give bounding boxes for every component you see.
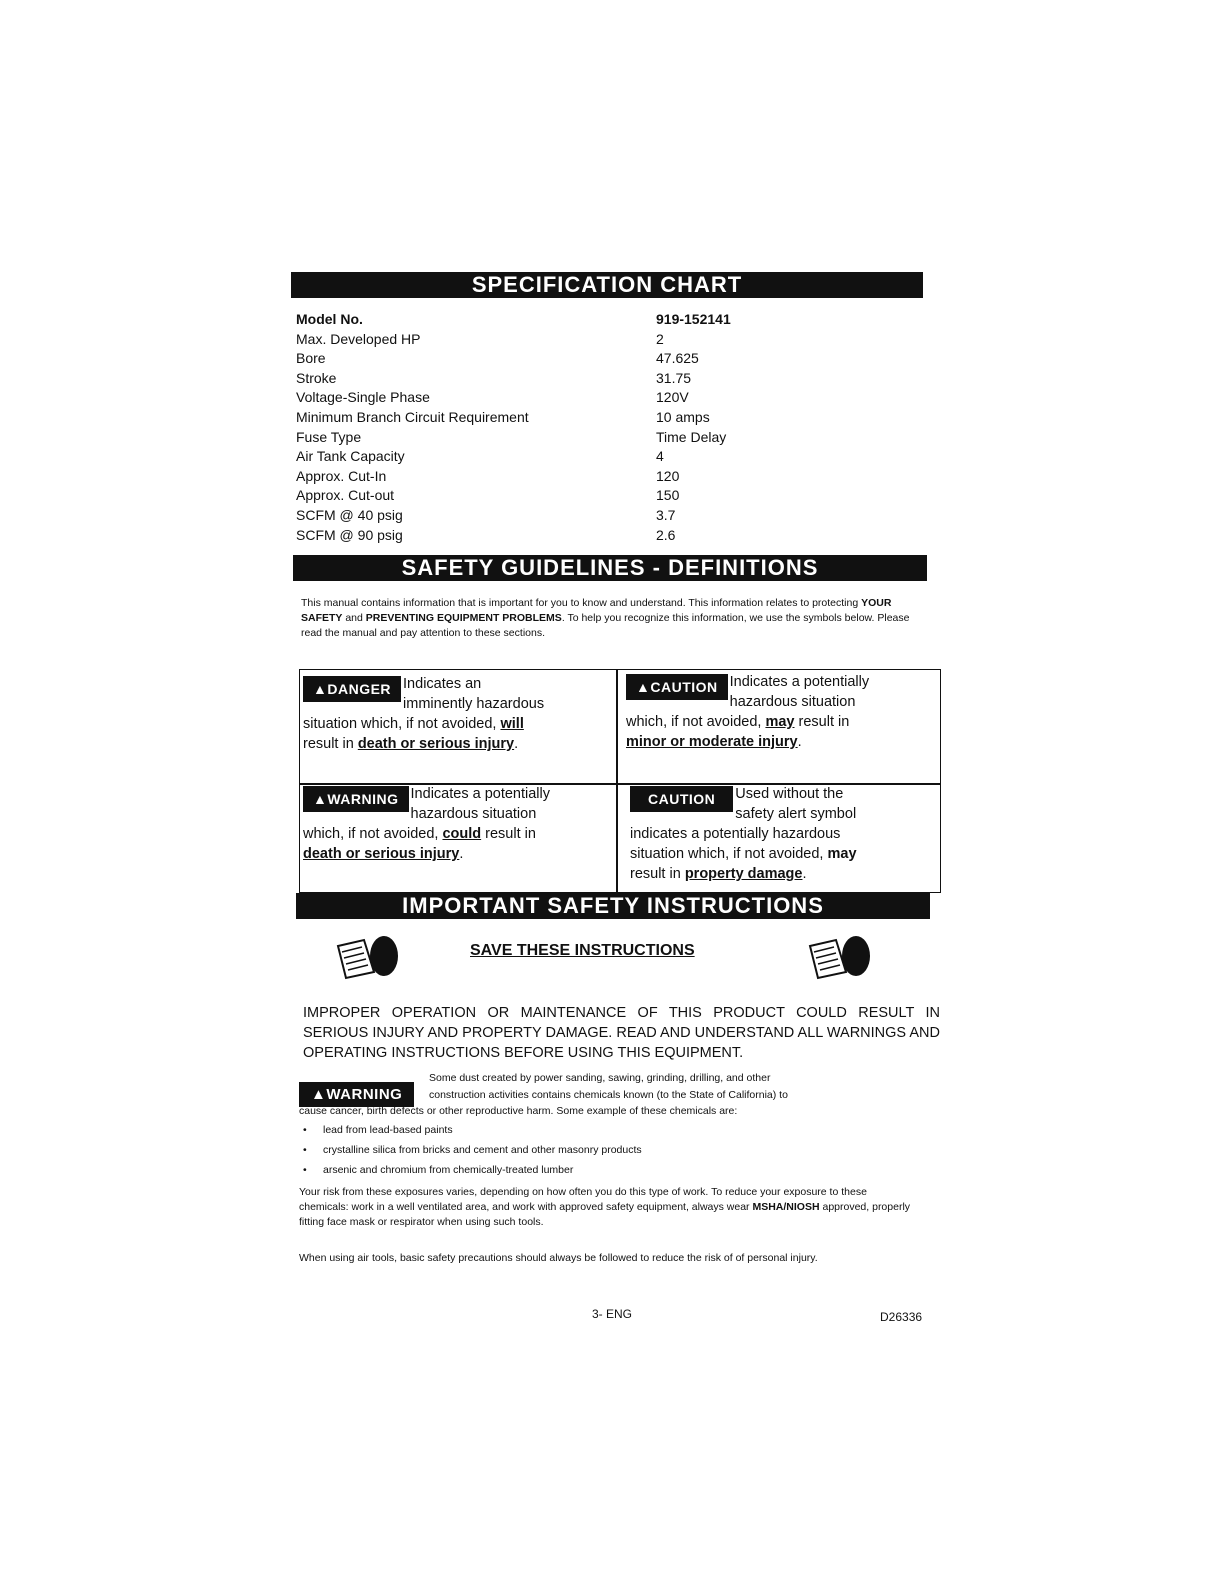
intro-text-e: . To help you recognize this information, we use the symbols below. Please read the manual and pay attention to these sections. — [301, 612, 910, 639]
caution-no-symbol-badge: CAUTION — [630, 786, 733, 812]
spec-label: SCFM @ 40 psig — [296, 507, 403, 523]
spec-value: 2.6 — [656, 526, 676, 543]
grid-divider-vertical — [616, 670, 618, 892]
caution-text-1: Indicates a potentially — [729, 674, 870, 690]
spec-label: Stroke — [296, 369, 337, 386]
danger-text-2: imminently hazardous — [403, 696, 545, 712]
spec-label: Voltage-Single Phase — [296, 389, 430, 406]
warning-cell — [303, 784, 603, 864]
document-code: D26336 — [880, 1310, 923, 1324]
caution2-text-1: Used without the — [735, 786, 844, 802]
important-safety-header: IMPORTANT SAFETY INSTRUCTIONS — [296, 893, 930, 919]
warning-text-2: hazardous situation — [410, 806, 537, 822]
spec-label: Fuse Type — [296, 428, 362, 445]
spec-value: 919-152141 — [656, 311, 731, 327]
intro-paragraph — [301, 596, 921, 641]
caution2-text-4: situation which, if not avoided, may — [630, 846, 857, 862]
caution2-text-5: result in property damage. — [630, 866, 807, 882]
spec-value: 10 amps — [656, 409, 710, 425]
spec-value: 3.7 — [656, 507, 676, 523]
warning-text-3: which, if not avoided, could result in — [303, 826, 536, 842]
spec-value: 150 — [656, 487, 680, 504]
spec-label: Model No. — [296, 311, 363, 327]
chemical-list-text: lead from lead-based paints — [323, 1124, 453, 1136]
spec-chart-header: SPECIFICATION CHART — [291, 272, 923, 298]
prop65-line-1: Some dust created by power sanding, sawing, grinding, drilling, and other — [429, 1072, 771, 1084]
warning-text-4: death or serious injury. — [303, 846, 464, 862]
danger-badge: ▲DANGER — [303, 676, 401, 702]
warning-text-1: Indicates a potentially — [410, 786, 550, 802]
caution2-text-2: safety alert symbol — [735, 806, 857, 822]
spec-label: Max. Developed HP — [296, 330, 421, 347]
bullet-icon: • — [303, 1144, 307, 1156]
spec-label: SCFM @ 90 psig — [296, 526, 403, 543]
warning-badge: ▲WARNING — [303, 786, 409, 812]
caution-text-2: hazardous situation — [729, 694, 856, 710]
signal-word-grid — [299, 669, 941, 893]
caution-text-4: minor or moderate injury. — [626, 734, 802, 750]
prop65-line-2: construction activities contains chemicals known (to the State of California) to — [429, 1089, 788, 1101]
spec-label: Bore — [296, 350, 326, 367]
page-number: 3- ENG — [592, 1307, 633, 1321]
caution-property-cell — [630, 784, 930, 884]
chemical-list-item — [303, 1163, 574, 1178]
danger-cell — [303, 674, 603, 754]
spec-value: 120 — [656, 467, 680, 484]
manual-book-icon-right — [806, 932, 872, 980]
spec-value: Time Delay — [656, 428, 727, 445]
safety-guidelines-header: SAFETY GUIDELINES - DEFINITIONS — [293, 555, 927, 581]
improper-operation-paragraph: IMPROPER OPERATION OR MAINTENANCE OF THIS PRODUCT COULD RESULT IN SERIOUS INJURY AND PROPERTY DAMAGE. READ AND UNDERSTAND ALL WARNINGS AND OPERATING INSTRUCTIONS BEFORE USING THIS EQUIPMENT. — [303, 1005, 940, 1061]
caution2-text-3: indicates a potentially hazardous — [630, 826, 841, 842]
intro-text-a: This manual contains information that is important for you to know and understand. This information relates to protecting — [301, 597, 862, 609]
spec-label: Approx. Cut-out — [296, 487, 395, 504]
chemical-list-text: arsenic and chromium from chemically-treated lumber — [323, 1164, 574, 1176]
caution-cell — [626, 672, 926, 752]
bullet-icon: • — [303, 1164, 307, 1176]
air-tools-paragraph: When using air tools, basic safety precautions should always be followed to reduce the risk of of personal injury. — [299, 1252, 818, 1264]
danger-text-4: result in death or serious injury. — [303, 736, 519, 752]
intro-text-c: and — [342, 612, 366, 624]
spec-value: 120V — [656, 389, 689, 406]
spec-value: 47.625 — [656, 350, 699, 367]
danger-text-1: Indicates an — [403, 676, 482, 692]
spec-label: Minimum Branch Circuit Requirement — [296, 409, 529, 425]
prop65-line-3: cause cancer, birth defects or other reproductive harm. Some example of these chemicals are: — [299, 1105, 738, 1117]
chemical-list-item — [303, 1143, 642, 1158]
caution-badge: ▲CAUTION — [626, 674, 728, 700]
spec-value: 31.75 — [656, 369, 692, 386]
chemical-list-item — [303, 1123, 453, 1138]
save-instructions-title: SAVE THESE INSTRUCTIONS — [470, 942, 695, 959]
prop65-warning-badge: ▲WARNING — [299, 1082, 414, 1107]
spec-label: Air Tank Capacity — [296, 448, 405, 465]
spec-value: 2 — [656, 330, 664, 347]
intro-preventing: PREVENTING EQUIPMENT PROBLEMS — [365, 612, 562, 624]
spec-label: Approx. Cut-In — [296, 467, 387, 484]
chemical-list-text: crystalline silica from bricks and cement and other masonry products — [323, 1144, 642, 1156]
manual-book-icon-left — [334, 932, 400, 980]
spec-value: 4 — [656, 448, 664, 465]
caution-text-3: which, if not avoided, may result in — [626, 714, 850, 730]
risk-paragraph: Your risk from these exposures varies, depending on how often you do this type of work. To reduce your exposure to these chemicals: work in a well ventilated area, and work with approved safety equipment, always wear MSHA/NIOSH approved, properly fitting face mask or respirator when using such tools. — [299, 1186, 911, 1228]
bullet-icon: • — [303, 1124, 307, 1136]
intro-your-safety: YOUR SAFETY — [301, 597, 892, 624]
danger-text-3: situation which, if not avoided, will — [303, 716, 524, 732]
prop65-warning-badge-wrap — [299, 1080, 416, 1107]
